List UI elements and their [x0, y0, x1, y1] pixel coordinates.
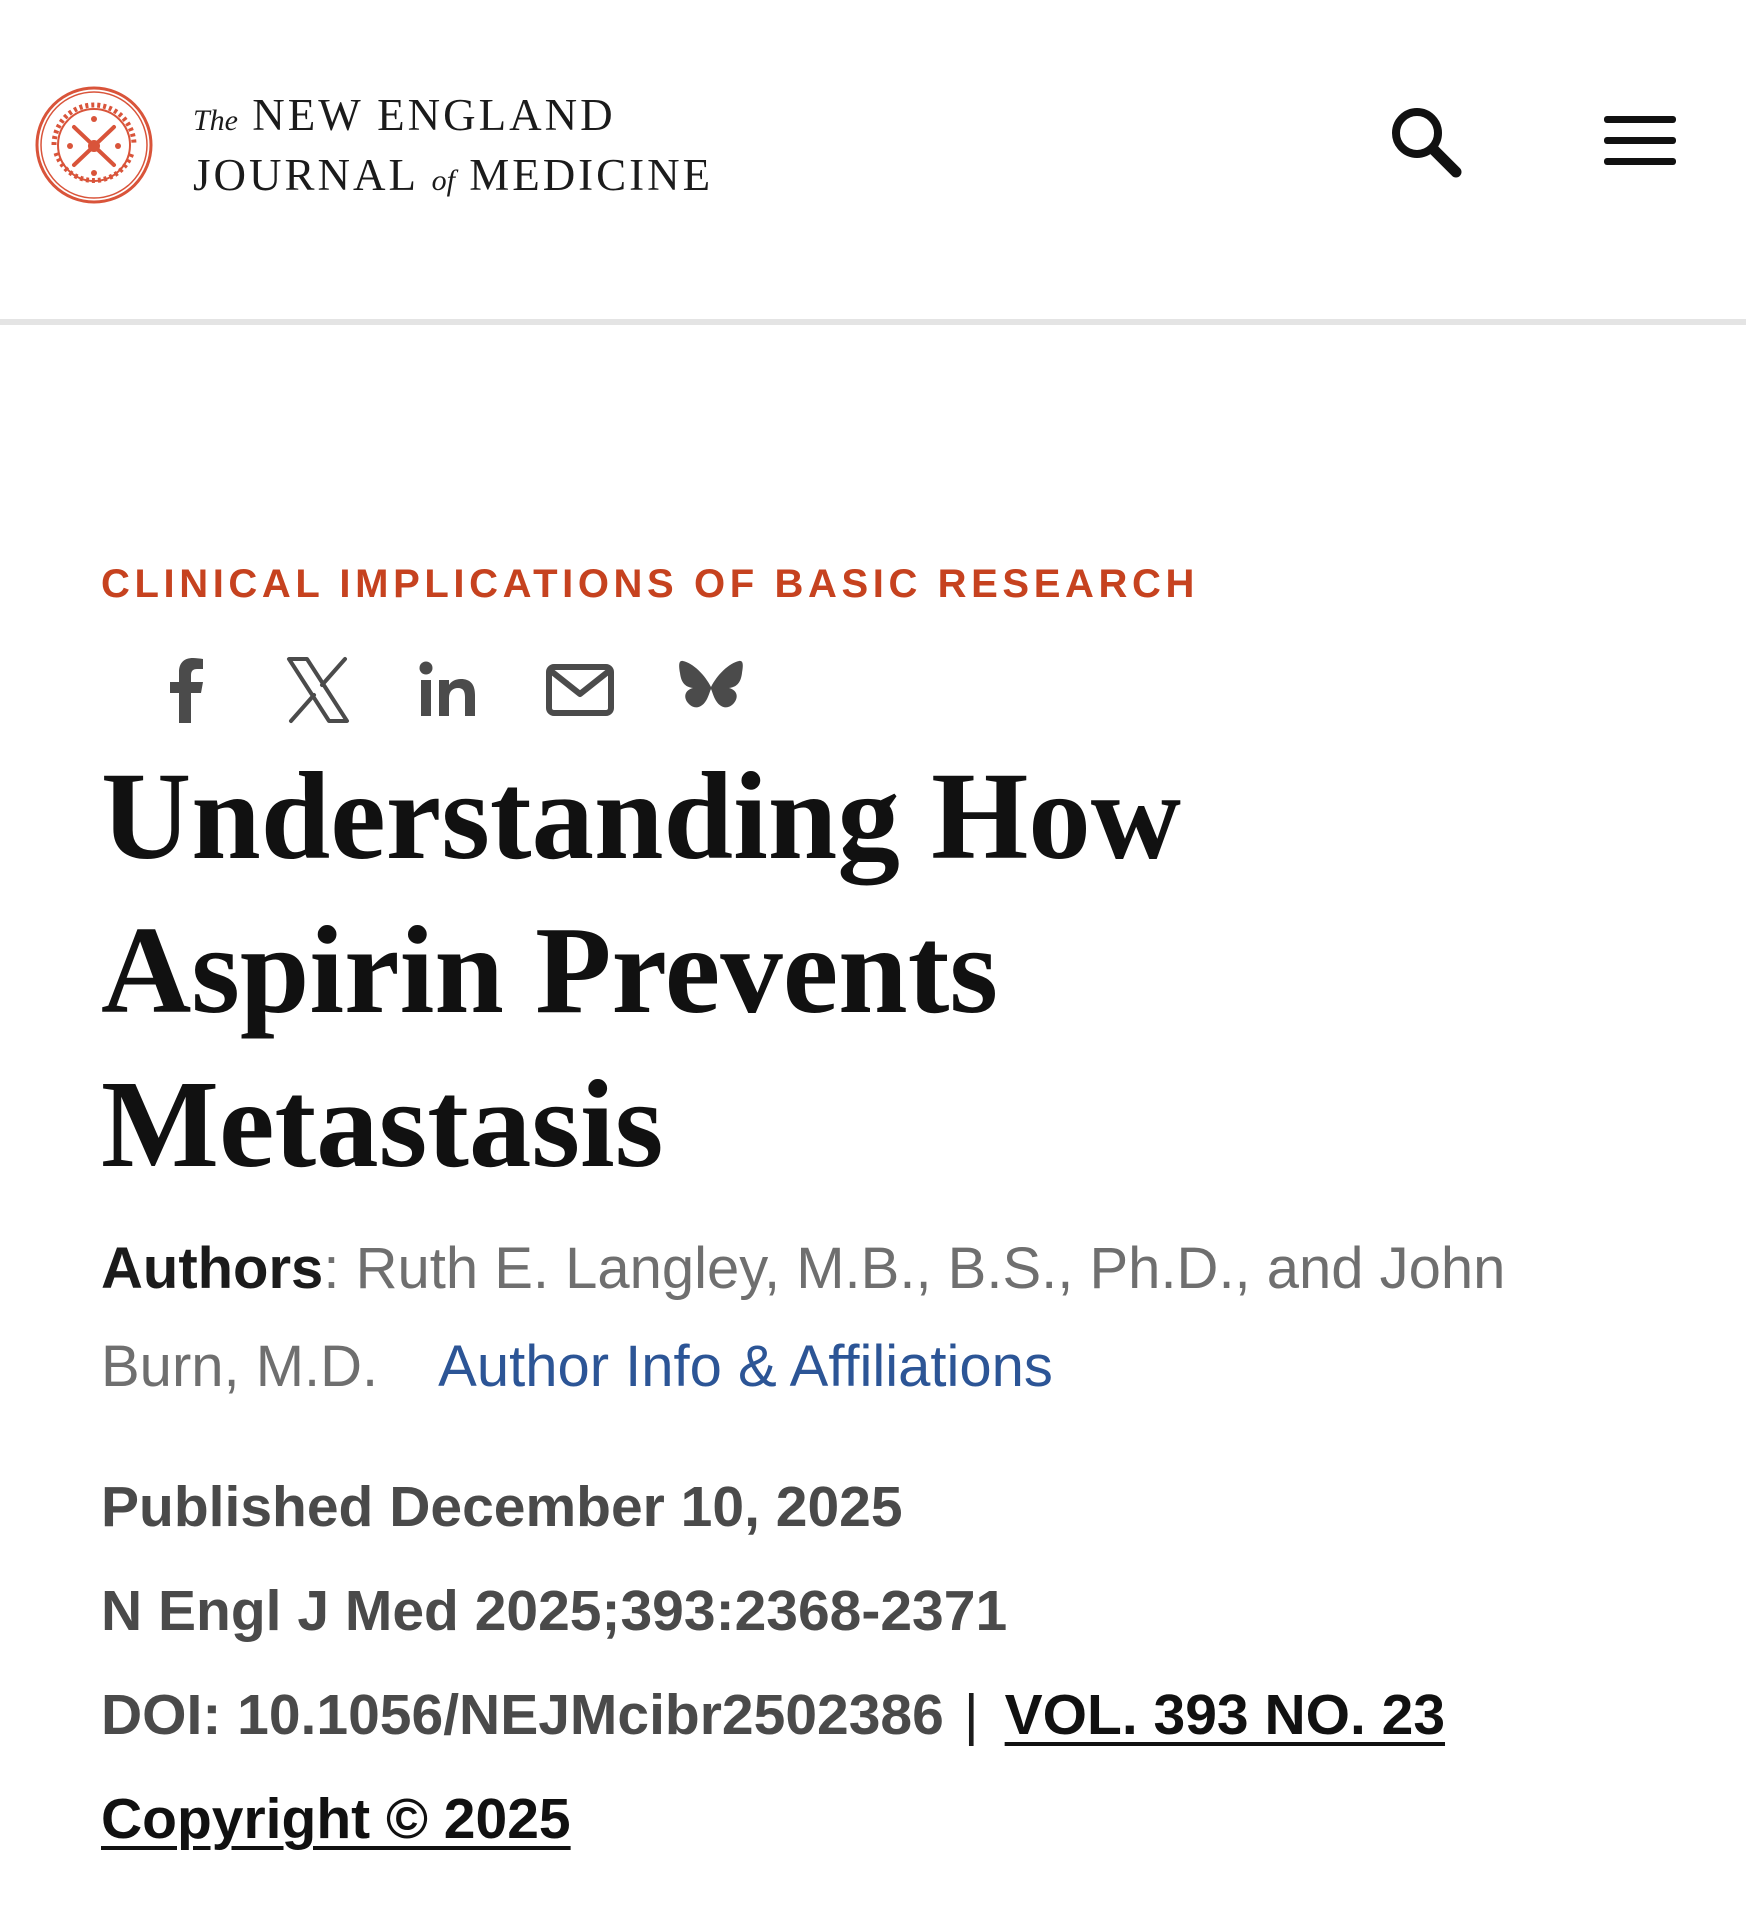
- site-header: [0, 0, 1746, 325]
- bluesky-icon: [674, 653, 748, 727]
- share-facebook-button[interactable]: [150, 653, 224, 727]
- facebook-icon: [150, 653, 224, 727]
- hamburger-menu-icon: [1598, 108, 1682, 176]
- masthead-of: of: [431, 164, 455, 197]
- share-bar: [150, 650, 805, 730]
- search-button[interactable]: [1384, 100, 1468, 184]
- article-meta: [101, 1455, 1445, 1871]
- authors-colon: :: [323, 1236, 340, 1301]
- copyright-row: [101, 1767, 1445, 1871]
- linkedin-icon: [412, 653, 486, 727]
- doi-row: [101, 1663, 1445, 1767]
- masthead-the: The: [193, 104, 238, 137]
- article-title: Understanding How Aspirin Prevents Metastasis: [101, 748, 1182, 1194]
- search-icon: [1384, 100, 1468, 184]
- share-linkedin-button[interactable]: [412, 653, 486, 727]
- masthead-new-england: NEW ENGLAND: [252, 90, 616, 140]
- article-kicker[interactable]: CLINICAL IMPLICATIONS OF BASIC RESEARCH: [101, 562, 1199, 606]
- doi-separator: |: [963, 1683, 979, 1747]
- authors-names: Ruth E. Langley, M.B., B.S., Ph.D., and John Burn, M.D.: [101, 1236, 1506, 1399]
- masthead[interactable]: [193, 88, 713, 208]
- authors-block: [101, 1220, 1641, 1416]
- menu-button[interactable]: [1598, 108, 1682, 176]
- x-icon: [281, 653, 355, 727]
- share-email-button[interactable]: [543, 653, 617, 727]
- published-date: Published December 10, 2025: [101, 1475, 903, 1539]
- masthead-line-1: [193, 88, 713, 148]
- share-bluesky-button[interactable]: [674, 653, 748, 727]
- share-x-button[interactable]: [281, 653, 355, 727]
- nejm-seal-logo[interactable]: [34, 85, 154, 205]
- citation: N Engl J Med 2025;393:2368-2371: [101, 1579, 1008, 1643]
- email-icon: [543, 653, 617, 727]
- masthead-medicine: MEDICINE: [469, 150, 714, 200]
- author-info-affiliations-link[interactable]: Author Info & Affiliations: [438, 1334, 1053, 1399]
- doi: DOI: 10.1056/NEJMcibr2502386: [101, 1683, 944, 1747]
- authors-label: Authors: [101, 1236, 324, 1301]
- masthead-line-2: [193, 148, 713, 208]
- copyright-link[interactable]: Copyright © 2025: [101, 1787, 571, 1851]
- masthead-journal: JOURNAL: [193, 150, 418, 200]
- volume-issue-link[interactable]: VOL. 393 NO. 23: [1004, 1683, 1446, 1747]
